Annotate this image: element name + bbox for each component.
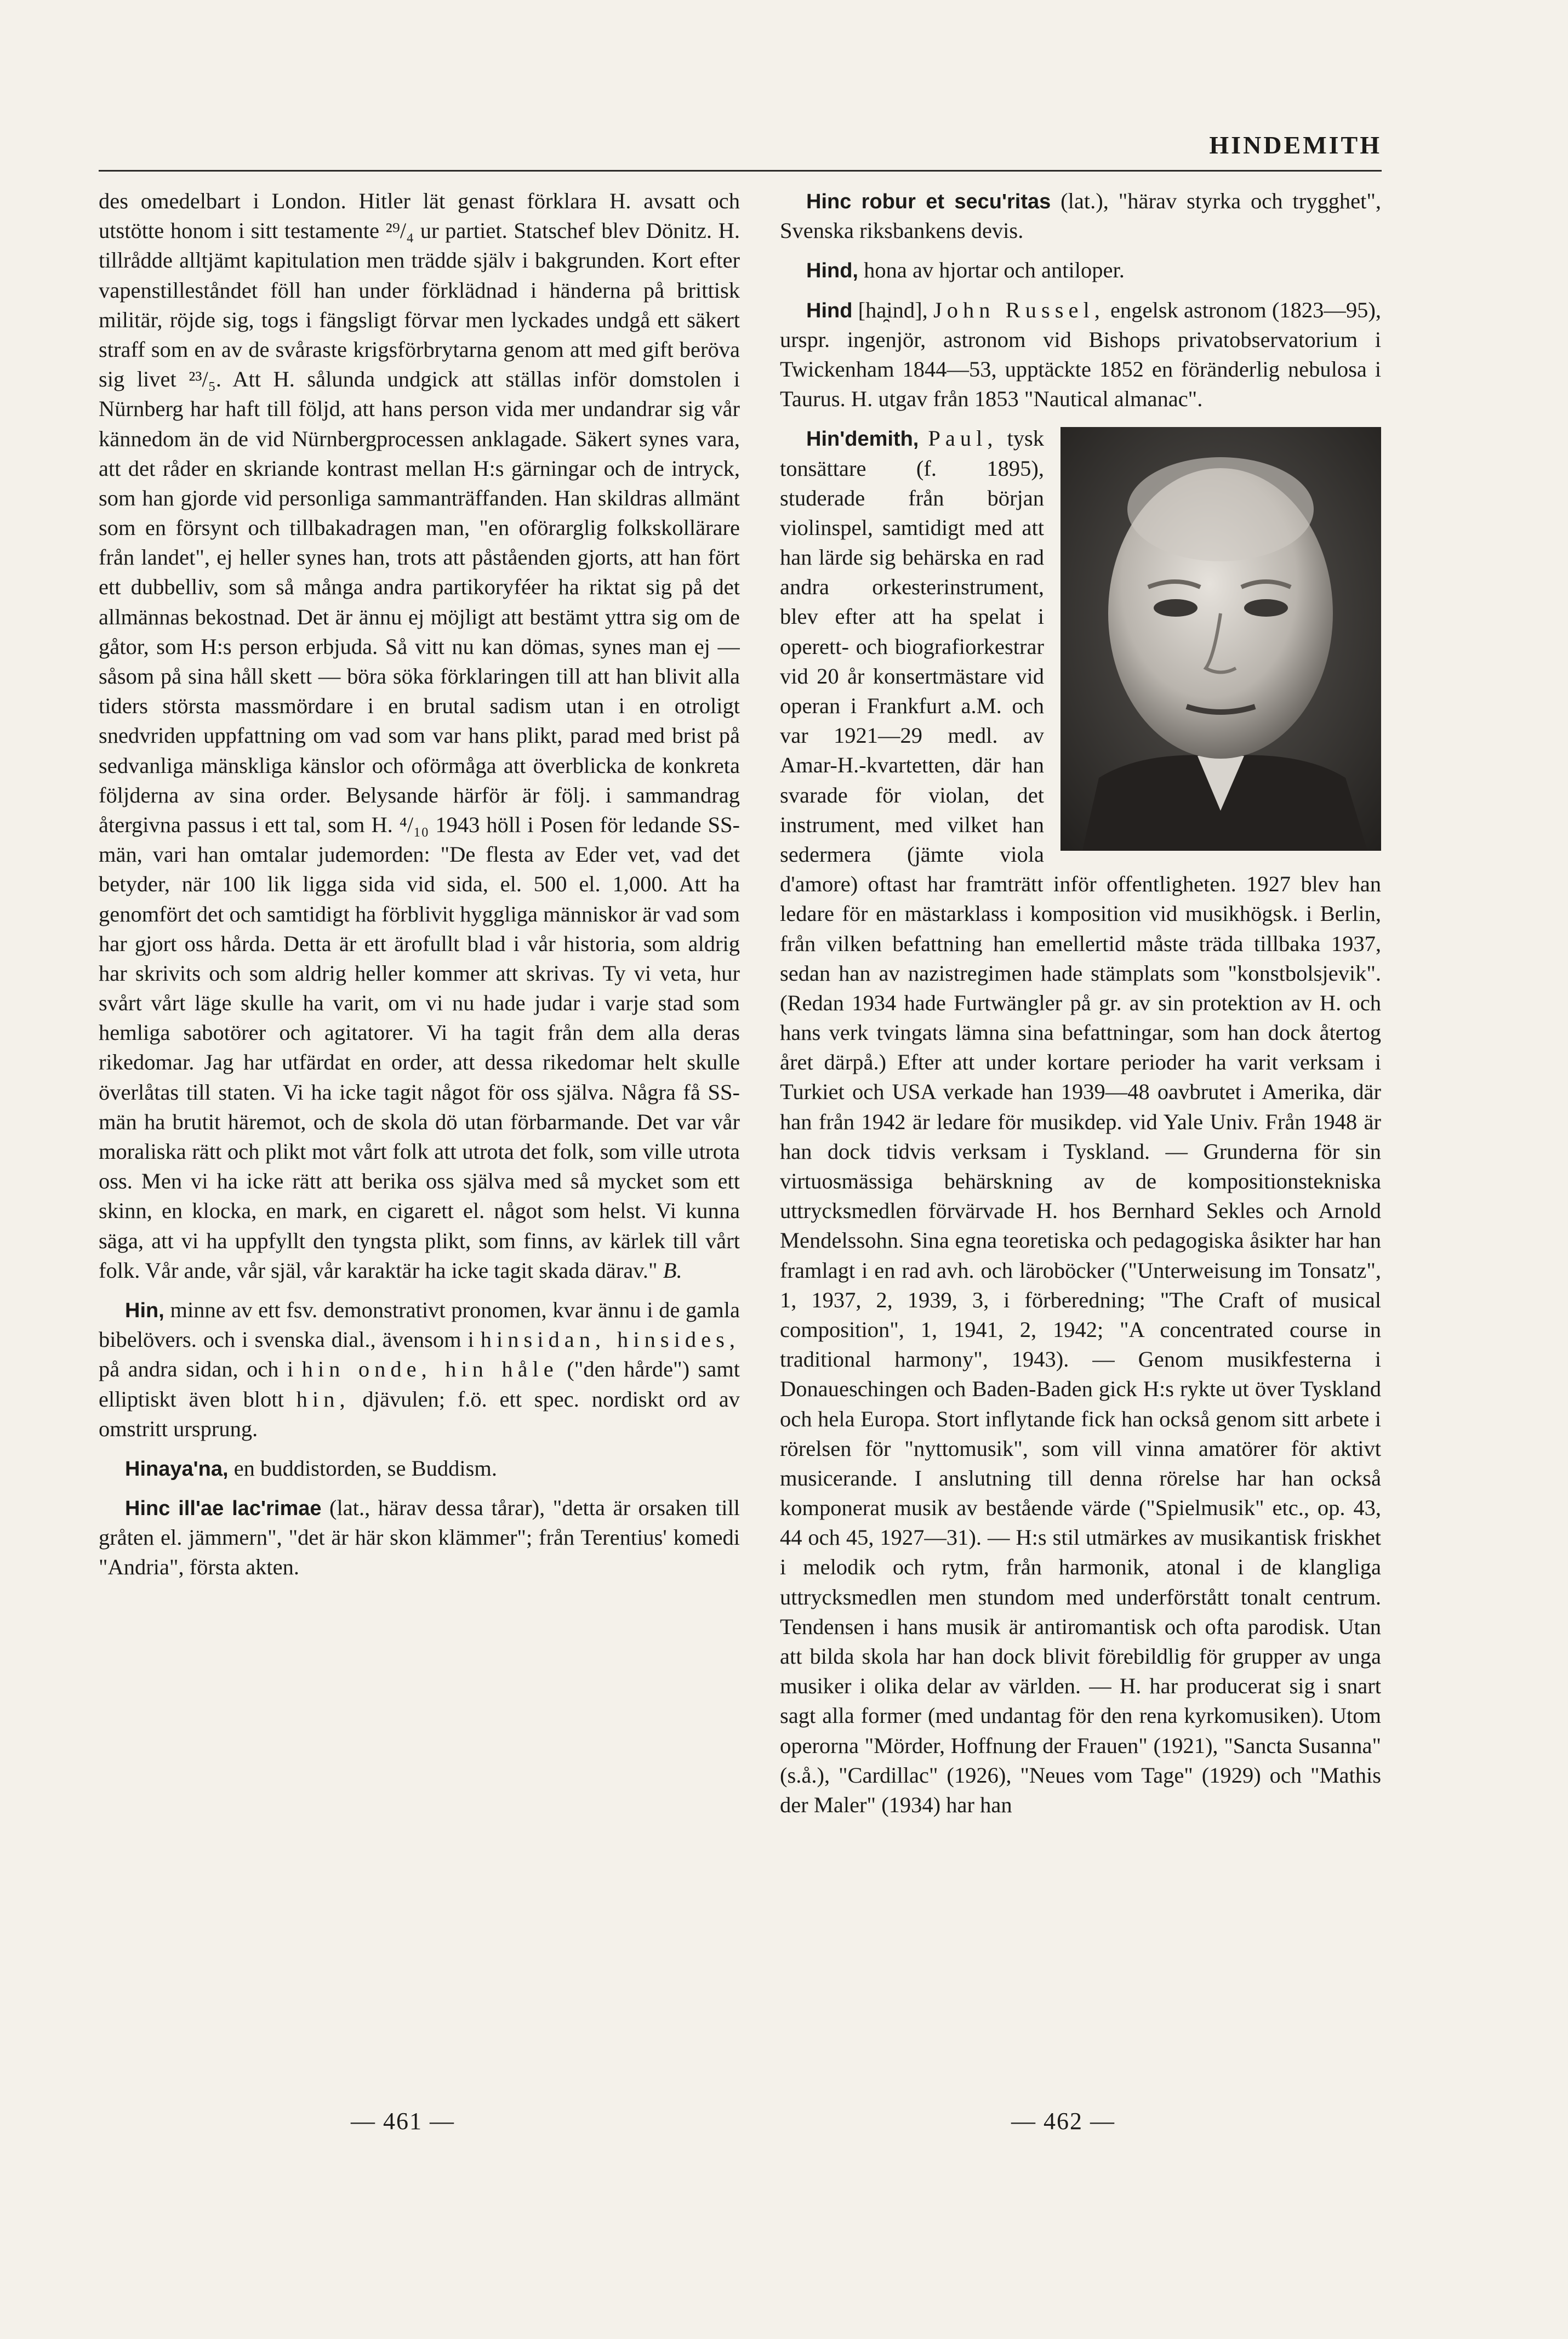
entry-hindemith [780, 424, 1381, 1820]
headword: Hind, [806, 259, 858, 283]
portrait-photo [1060, 427, 1381, 851]
running-head: HINDEMITH [1209, 131, 1382, 159]
right-column [780, 186, 1381, 2061]
headword: Hind [806, 299, 853, 322]
entry-text: på andra sidan, och i [99, 1357, 294, 1382]
entry-text: hona av hjortar och antiloper. [864, 258, 1125, 283]
page-number-right: — 462 — [1011, 2108, 1115, 2135]
spaced-term: hin onde, hin håle [301, 1357, 558, 1382]
pronunciation: [ha̯ind], [858, 297, 928, 322]
headword: Hinc robur et secu'ritas [806, 190, 1051, 213]
headword: Hin'demith, [806, 428, 919, 451]
entry-text: ("den hårde") samt elliptiskt även blott [99, 1357, 740, 1412]
entry-hinc-illae-lacrimae [99, 1493, 740, 1583]
spaced-term: hinsidan, hinsides, [480, 1327, 740, 1352]
entry-hinc-robur [780, 186, 1381, 246]
page-number-left: — 461 — [351, 2108, 455, 2135]
entry-text: minne av ett fsv. demonstrativt pronomen, kvar ännu i de gamla bibelövers. och i svenska dial., ävensom i [99, 1297, 740, 1352]
headword: Hinc ill'ae lac'rimae [125, 1497, 322, 1521]
entry-hinayana [99, 1454, 740, 1483]
entry-text: djävulen; f.ö. ett spec. nordiskt ord av omstritt ursprung. [99, 1386, 740, 1441]
header-rule [99, 170, 1382, 172]
spaced-term: hin, [296, 1386, 350, 1412]
spaced-name: Paul, [928, 426, 998, 451]
article-body-text: des omedelbart i London. Hitler lät genast förklara H. avsatt och utstötte honom i sitt testamente ²⁹/₄ ur partiet. Statschef blev Dönitz. H. tillrådde alltjämt kapitulation men trädde själv i bakgrunden. Kort efter vapenstilleståndet föll han under förklädnad i händerna på brittisk militär, röjde sig, togs i fängsligt förvar men lyckades undgå ett säkert straff som en av de svåraste krigsförbrytarna genom att med gift beröva sig livet ²³/₅. Att H. sålunda undgick att ställas inför domstolen i Nürnberg har haft till följd, att hans person vida mer undandrar sig vår kännedom än de vid Nürnbergprocessen anklagade. Säkert synes vara, att det råder en skriande kontrast mellan H:s gärningar och de intryck, som han gjorde vid personliga sammanträffanden. Han skildras allmänt som en försynt och tillbakadragen man, "en oförarglig folkskollärare från landet", ej heller synes han, trots att påståenden gjorts, att han fört ett dubbelliv, som så många andra partikoryféer ha riktat sig på det allmännas bekostnad. Det är ännu ej möjligt att bestämt yttra sig om de gåtor, som H:s person erbjuda. Så vitt nu kan dömas, synes man ej — såsom på sina håll skett — böra söka förklaringen till att han blivit alla tiders största massmördare i en brutal sadism utan i en otroligt snedvriden uppfattning om vad som var hans plikt, parad med brist på sedvanliga mänskliga känslor och oförmåga att överblicka de konkreta följderna av sina order. Belysande härför är följ. i sammandrag återgivna passus i ett tal, som H. ⁴/₁₀ 1943 höll i Posen för ledande SS-män, vari han omtalar judemorden: "De flesta av Eder vet, vad det betyder, när 100 lik ligga sida vid sida, el. 500 el. 1,000. Att ha genomfört det och samtidigt ha förblivit hyggliga människor är vad som har gjort oss hårda. Detta är ett ärofullt blad i vår historia, som aldrig har skrivits och som aldrig heller kommer att skrivas. Ty vi veta, hur svårt vårt läge skulle ha varit, om vi nu hade judar i varje stad som hemliga sabotörer och agitatorer. Vi ha tagit från dem alla deras rikedomar. Jag har utfärdat en order, att dessa rikedomar helt skulle överlåtas till staten. Vi ha icke tagit något för oss själva. Några få SS-män ha brutit häremot, och de skola dö utan förbarmande. Det var vår moraliska rätt och plikt mot vårt folk att utrota det folk, som ville utrota oss. Men vi ha icke rätt att berika oss själva med så mycket som ett skinn, en klocka, en mark, en cigarett el. något som helst. Vi kunna säga, att vi ha uppfyllt den tyngsta plikt, som finns, av kärlek till vårt folk. Vår ande, vår själ, vår karaktär ha icke tagit skada därav." [99, 189, 740, 1283]
headword: Hin, [125, 1299, 164, 1322]
left-column [99, 186, 740, 2061]
entry-text: engelsk astronom (1823—95), urspr. ingenjör, astronom vid Bishops privatobservatorium i Twickenham 1844—53, upptäckte 1852 en föränderlig nebulosa i Taurus. H. utgav från 1853 "Nautical almanac". [780, 297, 1381, 412]
headword: Hinaya'na, [125, 1457, 229, 1481]
author-signature: B. [663, 1257, 682, 1283]
entry-hin [99, 1295, 740, 1444]
entry-text: (lat., härav dessa tårar), "detta är orsaken till gråten el. jämmern", "det är här skon klämmer"; från Terentius' komedi "Andria", första akten. [99, 1495, 740, 1580]
entry-text: tysk tonsättare (f. 1895), studerade från början violinspel, samtidigt med att han lärde sig behärska en rad andra orkesterinstrument, blev efter att ha spelat i operett- och biografiorkestrar vid 20 år konsertmästare vid operan i Frankfurt a.M. och var 1921—29 medl. av Amar-H.-kvartetten, där han svarade för violan, det instrument, med vilket han sedermera (jämte viola d'amore) oftast har framträtt inför offentligheten. 1927 blev han ledare för en mästarklass i komposition vid musikhögsk. i Berlin, från vilken befattning han emellertid måste träda tillbaka 1937, sedan han av nazistregimen hade stämplats som "konstbolsjevik". (Redan 1934 hade Furtwängler på gr. av sin protektion av H. och hans verk tvingats lämna sina befattningar, som han dock återtog året därpå.) Efter att under kortare perioder ha varit verksam i Turkiet och USA verkade han 1939—48 oavbrutet i Amerika, där han från 1942 är ledare för musikdep. vid Yale Univ. Från 1948 är han dock tidvis verksam i Tyskland. — Grunderna för sin virtuosmässiga behärskning av de kompositionstekniska uttrycksmedlen förvärvade H. hos Bernhard Sekles och Arnold Mendelssohn. Sina egna teoretiska och pedagogiska åsikter har han framlagt i en rad avh. och läroböcker ("Unterweisung im Tonsatz", 1, 1937, 2, 1939, 3, i förberedning; "The Craft of musical composition", 1, 1941, 2, 1942; "A concentrated course in traditional harmony", 1943). — Genom musikfesterna i Donaueschingen och Baden-Baden gick H:s rykte ut över Tyskland och hela Europa. Stort inflytande fick han också genom sitt arbete i rörelsen för "nyttomusik", som vill vinna amatörer för aktivt musicerande. I anslutning till denna rörelse har han också komponerat musik av bestående värde ("Spielmusik" etc., op. 43, 44 och 45, 1927—31). — H:s stil utmärkes av musikantisk friskhet i melodik och rytm, från harmonik, atonal i de klangliga uttrycksmedlen men stundom med underförstått tonalt centrum. Tendensen i hans musik är antiromantisk och ofta parodisk. Utan att bilda skola har han dock blivit förebildlig för grupper av unga musiker i olika delar av världen. — H. har producerat sig i snart sagt alla former (med undantag för den rena kyrkomusiken). Utom operorna "Mörder, Hoffnung der Frauen" (1921), "Sancta Susanna" (s.å.), "Cardillac" (1926), "Neues vom Tage" (1929) och "Mathis der Maler" (1934) har han [780, 426, 1381, 1817]
portrait-icon [1060, 427, 1381, 851]
entry-text: (lat.), "härav styrka och trygghet", Svenska riksbankens devis. [780, 189, 1381, 243]
entry-hind-john-russel [780, 295, 1381, 414]
himmler-article-continuation [99, 186, 740, 1285]
entry-hind [780, 255, 1381, 285]
spaced-name: John Russel, [933, 297, 1105, 322]
entry-text: en buddistorden, se Buddism. [233, 1455, 498, 1481]
